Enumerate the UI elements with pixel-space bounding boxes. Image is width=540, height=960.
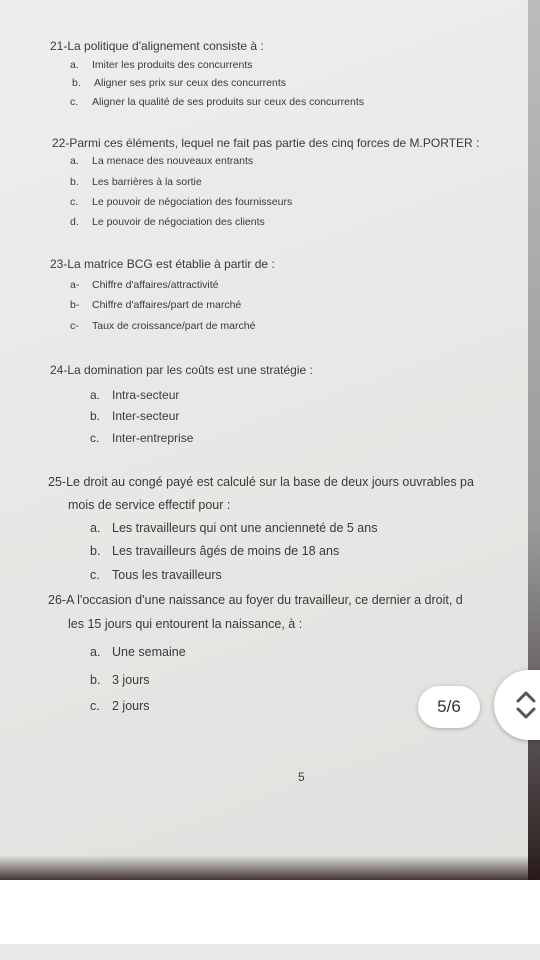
question-title: 23-La matrice BCG est établie à partir de : [50, 257, 275, 271]
option-a: a. La menace des nouveaux entrants [70, 155, 254, 167]
question-title: 26-A l'occasion d'une naissance au foyer du travailleur, ce dernier a droit, d [48, 593, 463, 607]
question-title-continued: les 15 jours qui entourent la naissance, à : [68, 617, 303, 631]
option-b: b. Les barrières à la sortie [70, 176, 202, 188]
page-indicator: 5/6 [418, 686, 480, 728]
bottom-divider [0, 944, 540, 960]
question-title: 21-La politique d'alignement consiste à : [50, 39, 264, 53]
option-c: c- Taux de croissance/part de marché [70, 320, 256, 332]
option-a: a- Chiffre d'affaires/attractivité [70, 279, 219, 291]
option-c: c. Aligner la qualité de ses produits sur ceux des concurrents [70, 96, 364, 108]
option-c: c. 2 jours [90, 699, 150, 713]
question-title-continued: mois de service effectif pour : [68, 498, 231, 512]
question-title: 24-La domination par les coûts est une stratégie : [50, 363, 313, 377]
option-b: b. Inter-secteur [90, 409, 180, 423]
up-down-chevron-icon [514, 687, 538, 723]
option-b: b. Les travailleurs âgés de moins de 18 ans [90, 544, 340, 558]
option-a: a. Les travailleurs qui ont une ancienneté de 5 ans [90, 521, 378, 535]
photo-edge [528, 0, 540, 880]
option-b: b. 3 jours [90, 673, 150, 687]
question-title: 25-Le droit au congé payé est calculé sur la base de deux jours ouvrables pa [48, 475, 474, 489]
page-number: 5 [298, 770, 305, 784]
option-b: b- Chiffre d'affaires/part de marché [70, 299, 242, 311]
option-b: b. Aligner ses prix sur ceux des concurrents [72, 77, 286, 89]
bottom-bar [0, 880, 540, 944]
option-c: c. Tous les travailleurs [90, 568, 222, 582]
question-title: 22-Parmi ces éléments, lequel ne fait pas partie des cinq forces de M.PORTER : [52, 136, 480, 150]
photo-shadow [0, 855, 540, 880]
option-a: a. Une semaine [90, 645, 186, 659]
option-c: c. Le pouvoir de négociation des fournisseurs [70, 196, 293, 208]
option-a: a. Imiter les produits des concurrents [70, 59, 253, 71]
option-d: d. Le pouvoir de négociation des clients [70, 216, 265, 228]
option-a: a. Intra-secteur [90, 388, 180, 402]
option-c: c. Inter-entreprise [90, 431, 194, 445]
